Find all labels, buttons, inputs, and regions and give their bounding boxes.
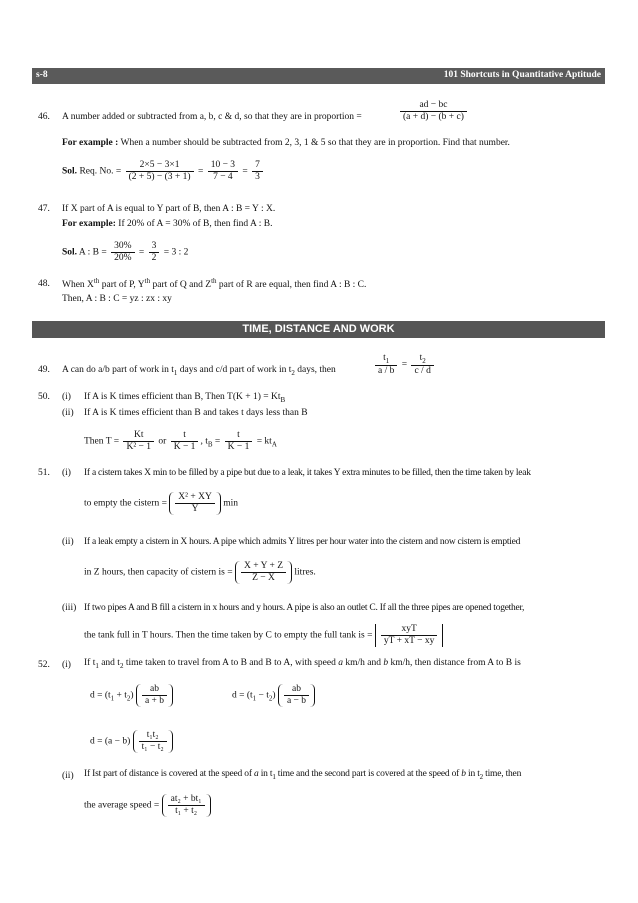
- item-47-text: If X part of A is equal to Y part of B, then A : B = Y : X.: [62, 204, 276, 214]
- item-46-solution: Sol. Req. No. = $\frac{2\times 5 - 3\times 1}{(2 + 5) - (3 + 1)}$ = $\frac{10 - 3}{7 - 4}$ = $\frac{7}{3}$: [62, 160, 265, 183]
- item-46-example: For example : When a number should be subtracted from 2, 3, 1 & 5 so that they are in proportion. Find that number.: [62, 138, 510, 148]
- item-52-i-text: If $t_1$ and $t_2$ time taken to travel from A to B and B to A, with speed a km/h and b km/h, then distance from A to B is: [84, 658, 521, 670]
- item-51-i-label: (i): [62, 468, 71, 478]
- page-number: s-8: [36, 70, 48, 80]
- item-46-formula: $\frac{ad - bc}{(a + d) - (b + c)}$: [398, 100, 469, 123]
- item-52-ii-formula: the average speed = $\frac{\text{at₂ + bt₁}}{\text{t₁ + t₂}}$: [84, 794, 211, 817]
- item-52-formula-product: d = (a − b) $\frac{\text{t₁t₂}}{\text{t₁ − t₂}}$: [90, 730, 173, 753]
- item-47-number: 47.: [38, 204, 50, 214]
- item-51-number: 51.: [38, 468, 50, 478]
- item-50-number: 50.: [38, 392, 50, 402]
- item-51-ii-label: (ii): [62, 537, 74, 547]
- page-header-bar: [32, 68, 605, 84]
- item-50-i-text: If A is K times efficient than B, Then $T(K + 1) = Kt_B$: [84, 392, 286, 404]
- item-47-example: For example: If 20% of A = 30% of B, then find A : B.: [62, 219, 273, 229]
- item-49-formula: $\frac{t_1}{a / b}$ = $\frac{t_2}{c / d}$: [373, 353, 436, 377]
- item-51-ii-formula: in Z hours, then capacity of cistern is = $\frac{X + Y + Z}{Z - X}$ litres.: [84, 561, 316, 583]
- item-47-solution: Sol. A : B = $\frac{30\%}{20\%}$ = $\frac{3}{2}$ = 3 : 2: [62, 241, 189, 263]
- item-52-ii-label: (ii): [62, 771, 74, 781]
- item-48-result: Then, A : B : C = yz : zx : xy: [62, 294, 172, 304]
- item-51-i-formula: to empty the cistern = $\frac{\text{X² + XY}}{Y}$ min: [84, 492, 238, 514]
- item-48-number: 48.: [38, 279, 50, 289]
- item-46-number: 46.: [38, 112, 50, 122]
- item-52-formula-sum: $d = (t_1 + t_2)$ $\frac{ab}{a + b}$: [90, 684, 173, 707]
- item-49-text: A can do a/b part of work in $t_1$ days and c/d part of work in $t_2$ days, then: [62, 365, 336, 377]
- item-51-i-text: If a cistern takes X min to be filled by a pipe but due to a leak, it takes Y extra minutes to be filled, then the time taken by leak: [84, 468, 531, 478]
- item-50-i-label: (i): [62, 392, 71, 402]
- item-52-ii-text: If Ist part of distance is covered at the speed of a in $t_1$ time and the second part is covered at the speed of b in $t_2$ time, then: [84, 769, 522, 781]
- item-50-formula: Then T = $\frac{Kt}{\text{K² − 1}}$ or $\frac{t}{K - 1}$ , $t_B$ = $\frac{t}{K - 1}$ = $kt_A$: [84, 430, 277, 452]
- item-50-ii-label: (ii): [62, 408, 74, 418]
- item-49-number: 49.: [38, 365, 50, 375]
- item-51-iii-text: If two pipes A and B fill a cistern in x hours and y hours. A pipe is also an outlet C. If all the three pipes are opened together,: [84, 603, 525, 613]
- section-title: TIME, DISTANCE AND WORK: [32, 321, 605, 338]
- item-51-iii-formula: the tank full in T hours. Then the time taken by C to empty the full tank is = $\frac{\text{xyT}}{yT + xT - xy}$: [84, 624, 443, 647]
- item-46-text: A number added or subtracted from a, b, c & d, so that they are in proportion =: [62, 112, 362, 122]
- item-52-number: 52.: [38, 660, 50, 670]
- item-48-text: When Xth part of P, $Y^{th}$ part of Q and $Z^{th}$ part of R are equal, then find A : B : C.: [62, 277, 367, 291]
- item-51-iii-label: (iii): [62, 603, 77, 613]
- item-51-ii-text: If a leak empty a cistern in X hours. A pipe which admits Y litres per hour water into the cistern and now cistern is emptied: [84, 537, 521, 547]
- item-50-ii-text: If A is K times efficient than B and takes t days less than B: [84, 408, 308, 418]
- item-52-formula-diff: $d = (t_1 - t_2)$ $\frac{ab}{a - b}$: [232, 684, 315, 707]
- book-title: 101 Shortcuts in Quantitative Aptitude: [443, 70, 601, 80]
- item-52-i-label: (i): [62, 660, 71, 670]
